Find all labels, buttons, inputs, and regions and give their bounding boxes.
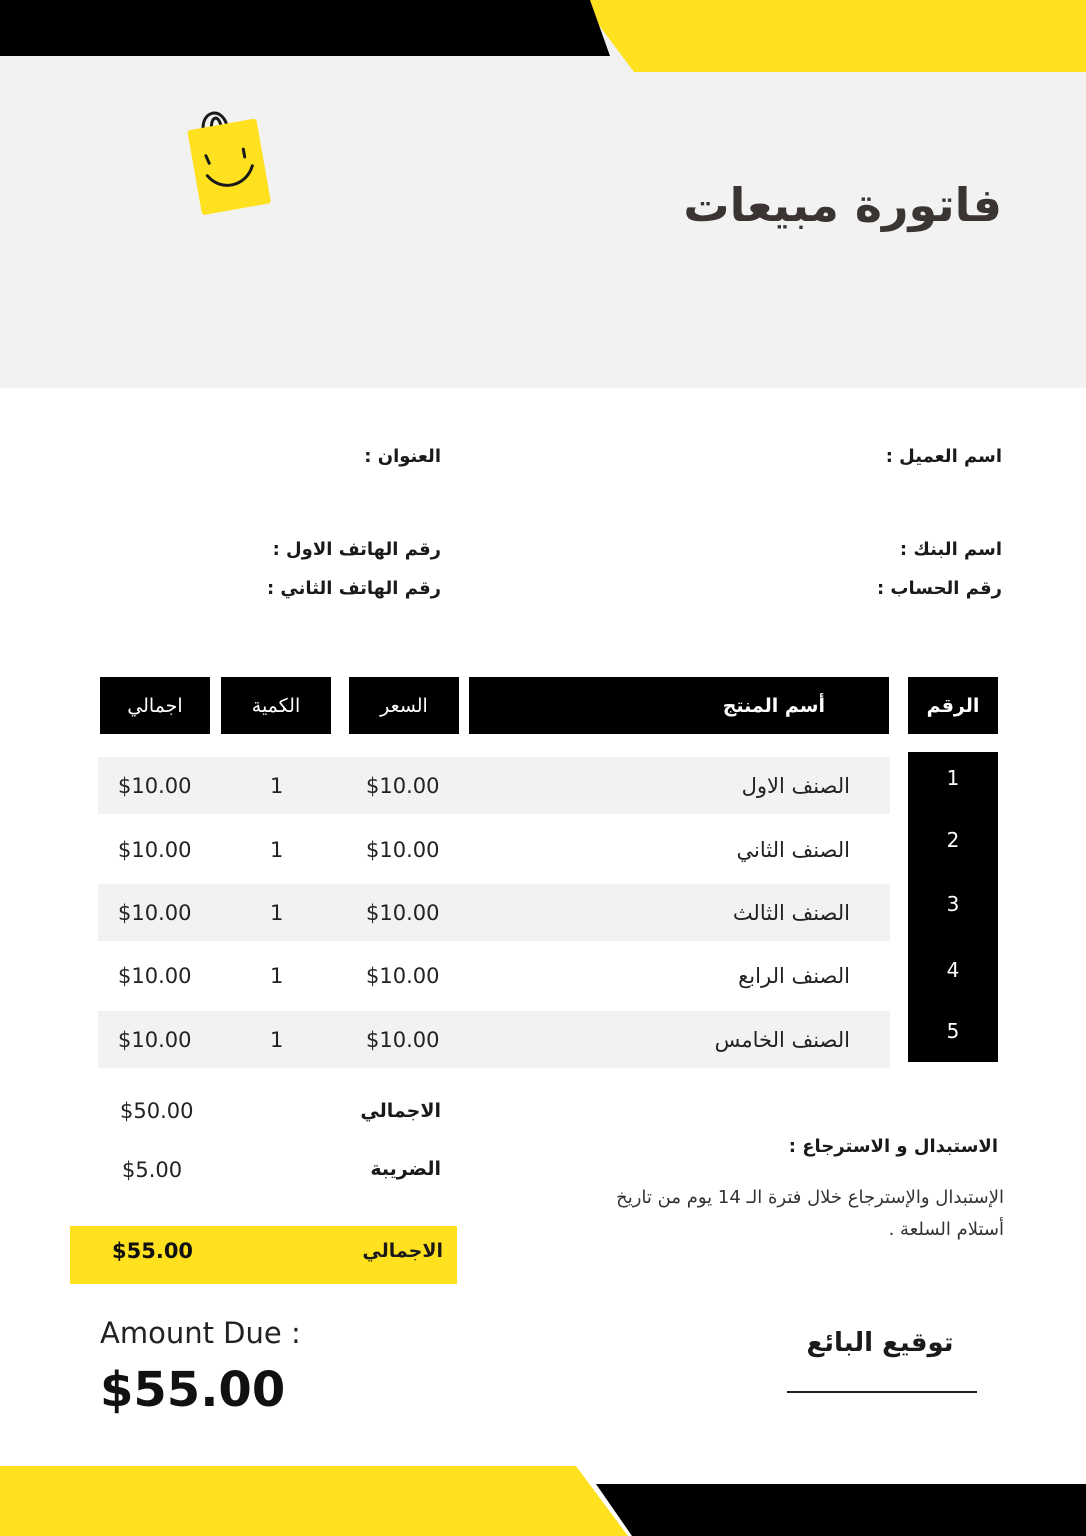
bank-name-label: اسم البنك : bbox=[899, 539, 1002, 560]
seller-signature-label: توقيع البائع bbox=[806, 1328, 954, 1358]
table-row bbox=[98, 1011, 890, 1068]
total-cell: $10.00 bbox=[118, 773, 192, 798]
price-cell: $10.00 bbox=[366, 900, 440, 925]
smiling-shopping-bag-icon bbox=[180, 96, 276, 220]
header-price: السعر bbox=[349, 677, 459, 734]
product-name: الصنف الاول bbox=[741, 773, 850, 798]
product-name: الصنف الرابع bbox=[738, 963, 850, 988]
number-column bbox=[908, 752, 998, 1062]
row-number: 4 bbox=[946, 958, 960, 982]
product-name: الصنف الثالث bbox=[732, 900, 850, 925]
phone-2-label: رقم الهاتف الثاني : bbox=[266, 578, 441, 599]
product-name: الصنف الخامس bbox=[714, 1027, 850, 1052]
price-cell: $10.00 bbox=[366, 773, 440, 798]
amount-due-label: Amount Due : bbox=[100, 1316, 301, 1350]
customer-name-label: اسم العميل : bbox=[885, 446, 1002, 467]
bottom-decoration bbox=[0, 1466, 1086, 1536]
total-cell: $10.00 bbox=[118, 837, 192, 862]
price-cell: $10.00 bbox=[366, 837, 440, 862]
quantity-cell: 1 bbox=[270, 900, 284, 925]
table-row bbox=[98, 821, 890, 878]
product-name: الصنف الثاني bbox=[736, 837, 850, 862]
amount-due-value: $55.00 bbox=[100, 1362, 286, 1418]
grand-total-value: $55.00 bbox=[112, 1239, 194, 1263]
grand-total-bar bbox=[70, 1226, 457, 1284]
header-total: اجمالي bbox=[100, 677, 210, 734]
grand-total-label: الاجمالي bbox=[362, 1240, 443, 1262]
header-number: الرقم bbox=[908, 677, 998, 734]
phone-1-label: رقم الهاتف الاول : bbox=[272, 539, 441, 560]
row-number: 1 bbox=[946, 766, 960, 790]
quantity-cell: 1 bbox=[270, 963, 284, 988]
address-label: العنوان : bbox=[364, 446, 441, 467]
header-quantity: الكمية bbox=[221, 677, 331, 734]
table-row bbox=[98, 884, 890, 941]
row-number: 3 bbox=[946, 892, 960, 916]
table-row bbox=[98, 757, 890, 814]
quantity-cell: 1 bbox=[270, 837, 284, 862]
price-cell: $10.00 bbox=[366, 963, 440, 988]
table-row bbox=[98, 947, 890, 1004]
price-cell: $10.00 bbox=[366, 1027, 440, 1052]
header-product: أسم المنتج bbox=[469, 677, 889, 734]
top-decoration bbox=[0, 0, 1086, 72]
tax-label: الضريبة bbox=[370, 1158, 441, 1180]
tax-value: $5.00 bbox=[122, 1158, 183, 1182]
return-policy-title: الاستبدال و الاسترجاع : bbox=[788, 1136, 998, 1157]
signature-line bbox=[787, 1391, 977, 1393]
return-policy-text: الإستبدال والإسترجاع خلال فترة الـ 14 يوم من تاريخ أستلام السلعة . bbox=[616, 1187, 1004, 1240]
subtotal-label: الاجمالي bbox=[360, 1100, 441, 1122]
subtotal-value: $50.00 bbox=[120, 1099, 194, 1123]
total-cell: $10.00 bbox=[118, 900, 192, 925]
quantity-cell: 1 bbox=[270, 1027, 284, 1052]
account-number-label: رقم الحساب : bbox=[876, 578, 1002, 599]
quantity-cell: 1 bbox=[270, 773, 284, 798]
total-cell: $10.00 bbox=[118, 1027, 192, 1052]
invoice-title: فاتورة مبيعات bbox=[683, 178, 1002, 232]
total-cell: $10.00 bbox=[118, 963, 192, 988]
row-number: 2 bbox=[946, 828, 960, 852]
row-number: 5 bbox=[946, 1019, 960, 1043]
